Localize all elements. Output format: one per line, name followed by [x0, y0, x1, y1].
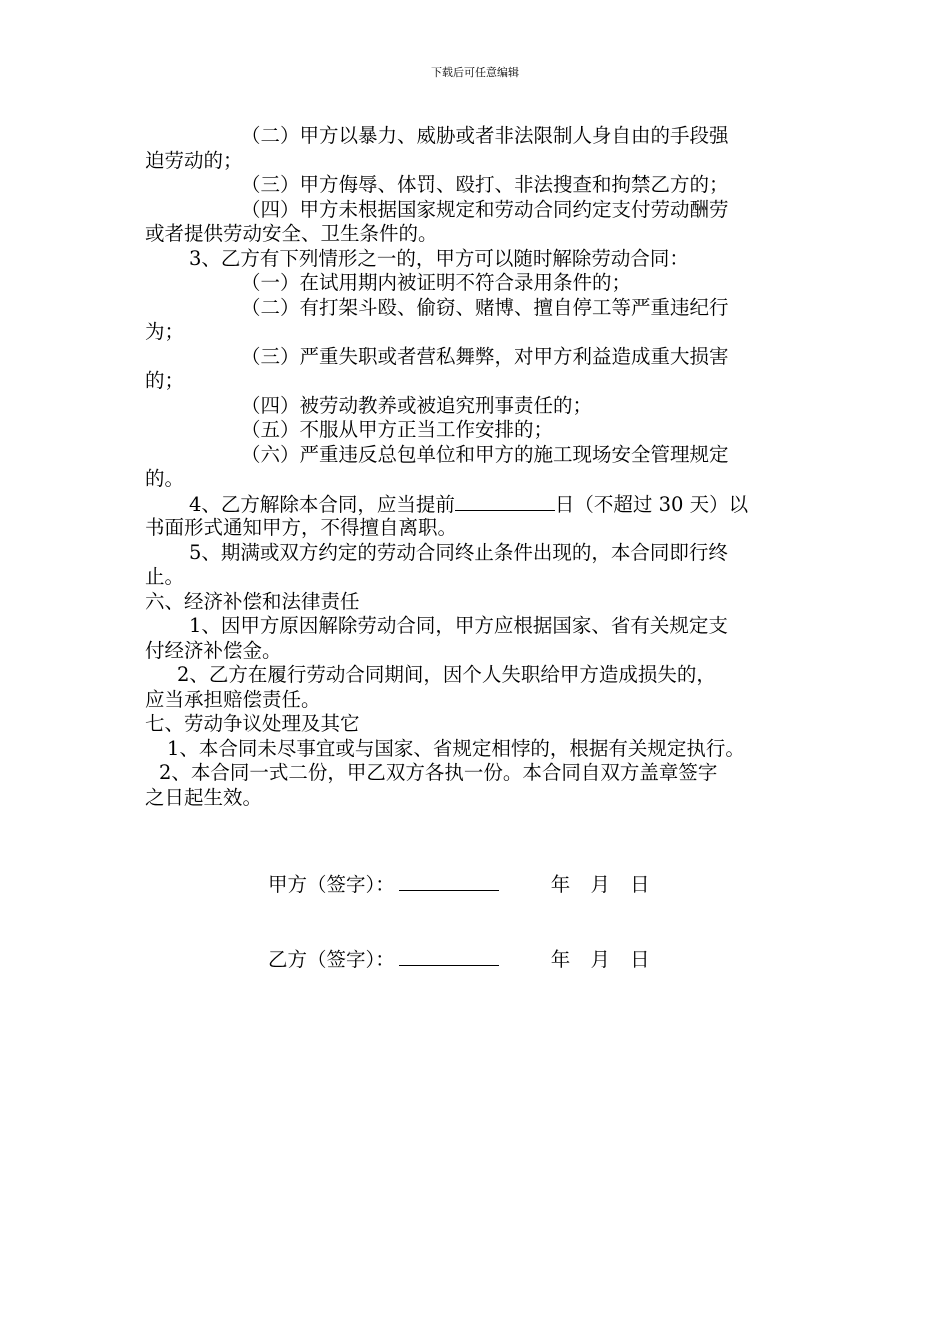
party-b-label: 乙方（签字）： [268, 948, 395, 971]
contract-line [145, 541, 810, 566]
contract-line-text: 之日起生效。 [145, 785, 263, 809]
contract-line-text: 1、本合同未尽事宜或与国家、省规定相悖的，根据有关规定执行。 [167, 736, 745, 760]
contract-line-text: （三）甲方侮辱、体罚、殴打、非法搜查和拘禁乙方的； [241, 173, 729, 196]
contract-line [145, 516, 810, 541]
contract-line [145, 712, 810, 737]
contract-line-text: 止。 [145, 565, 185, 588]
notice-days-blank[interactable] [455, 492, 555, 511]
contract-line-text: 或者提供劳动安全、卫生条件的。 [145, 222, 438, 245]
contract-line [145, 492, 810, 517]
contract-line-text: 七、劳动争议处理及其它 [145, 712, 360, 735]
contract-line-text: 应当承担赔偿责任。 [145, 687, 321, 711]
contract-line-text: 的。 [145, 467, 185, 490]
contract-line-text: （四）甲方未根据国家规定和劳动合同约定支付劳动酬劳 [241, 197, 729, 221]
party-a-signature-blank[interactable] [399, 872, 499, 891]
contract-line [145, 761, 810, 786]
contract-line-text: （二）甲方以暴力、威胁或者非法限制人身自由的手段强 [241, 124, 729, 147]
contract-line [145, 614, 810, 639]
contract-line-text: （五）不服从甲方正当工作安排的； [241, 418, 554, 441]
contract-line [145, 418, 810, 443]
contract-line [145, 590, 810, 615]
page-header-note: 下载后可任意编辑 [431, 66, 519, 79]
contract-line-text: （六）严重违反总包单位和甲方的施工现场安全管理规定 [241, 442, 729, 466]
contract-line [145, 173, 810, 198]
contract-line-text: （一）在试用期内被证明不符合录用条件的； [241, 271, 632, 294]
contract-body [145, 124, 810, 810]
contract-line [145, 639, 810, 664]
contract-line-text-after: 日（不超过 30 天）以 [554, 492, 749, 516]
contract-line [145, 737, 810, 762]
party-a-signature-line [268, 872, 650, 897]
contract-line-text: （三）严重失职或者营私舞弊，对甲方利益造成重大损害 [241, 344, 729, 368]
contract-line-text: 书面形式通知甲方，不得擅自离职。 [145, 516, 458, 539]
contract-line-text: 2、乙方在履行劳动合同期间，因个人失职给甲方造成损失的， [177, 663, 716, 686]
party-a-date: 年 月 日 [550, 873, 650, 896]
contract-line [145, 124, 810, 149]
contract-line-text: 付经济补偿金。 [145, 638, 282, 662]
contract-line [145, 688, 810, 713]
contract-line [145, 345, 810, 370]
contract-line-text: 3、乙方有下列情形之一的，甲方可以随时解除劳动合同： [189, 246, 689, 270]
contract-line-text: （四）被劳动教养或被追究刑事责任的； [241, 393, 593, 417]
contract-line-text: 5、期满或双方约定的劳动合同终止条件出现的，本合同即行终 [189, 540, 728, 564]
contract-line [145, 198, 810, 223]
contract-line-text: 1、因甲方原因解除劳动合同，甲方应根据国家、省有关规定支 [189, 614, 728, 637]
contract-line [145, 296, 810, 321]
contract-line-text: 2、本合同一式二份，甲乙双方各执一份。本合同自双方盖章签字 [159, 761, 718, 784]
contract-line [145, 786, 810, 811]
contract-line [145, 149, 810, 174]
contract-line-text: （二）有打架斗殴、偷窃、赌博、擅自停工等严重违纪行 [241, 295, 729, 319]
contract-line-text: 迫劳动的； [145, 148, 243, 172]
contract-line-text: 六、经济补偿和法律责任 [145, 589, 360, 613]
contract-line [145, 369, 810, 394]
contract-line [145, 394, 810, 419]
party-b-signature-blank[interactable] [399, 947, 499, 966]
contract-line [145, 222, 810, 247]
contract-line-text: 为； [145, 320, 185, 343]
contract-line [145, 247, 810, 272]
contract-line-text: 4、乙方解除本合同，应当提前 [189, 492, 455, 516]
contract-line [145, 467, 810, 492]
contract-line [145, 320, 810, 345]
party-a-label: 甲方（签字）： [268, 873, 395, 896]
contract-line [145, 663, 810, 688]
party-b-date: 年 月 日 [550, 948, 650, 971]
contract-line [145, 443, 810, 468]
contract-line [145, 565, 810, 590]
contract-line [145, 271, 810, 296]
contract-line-text: 的； [145, 369, 185, 392]
party-b-signature-line [268, 947, 650, 972]
